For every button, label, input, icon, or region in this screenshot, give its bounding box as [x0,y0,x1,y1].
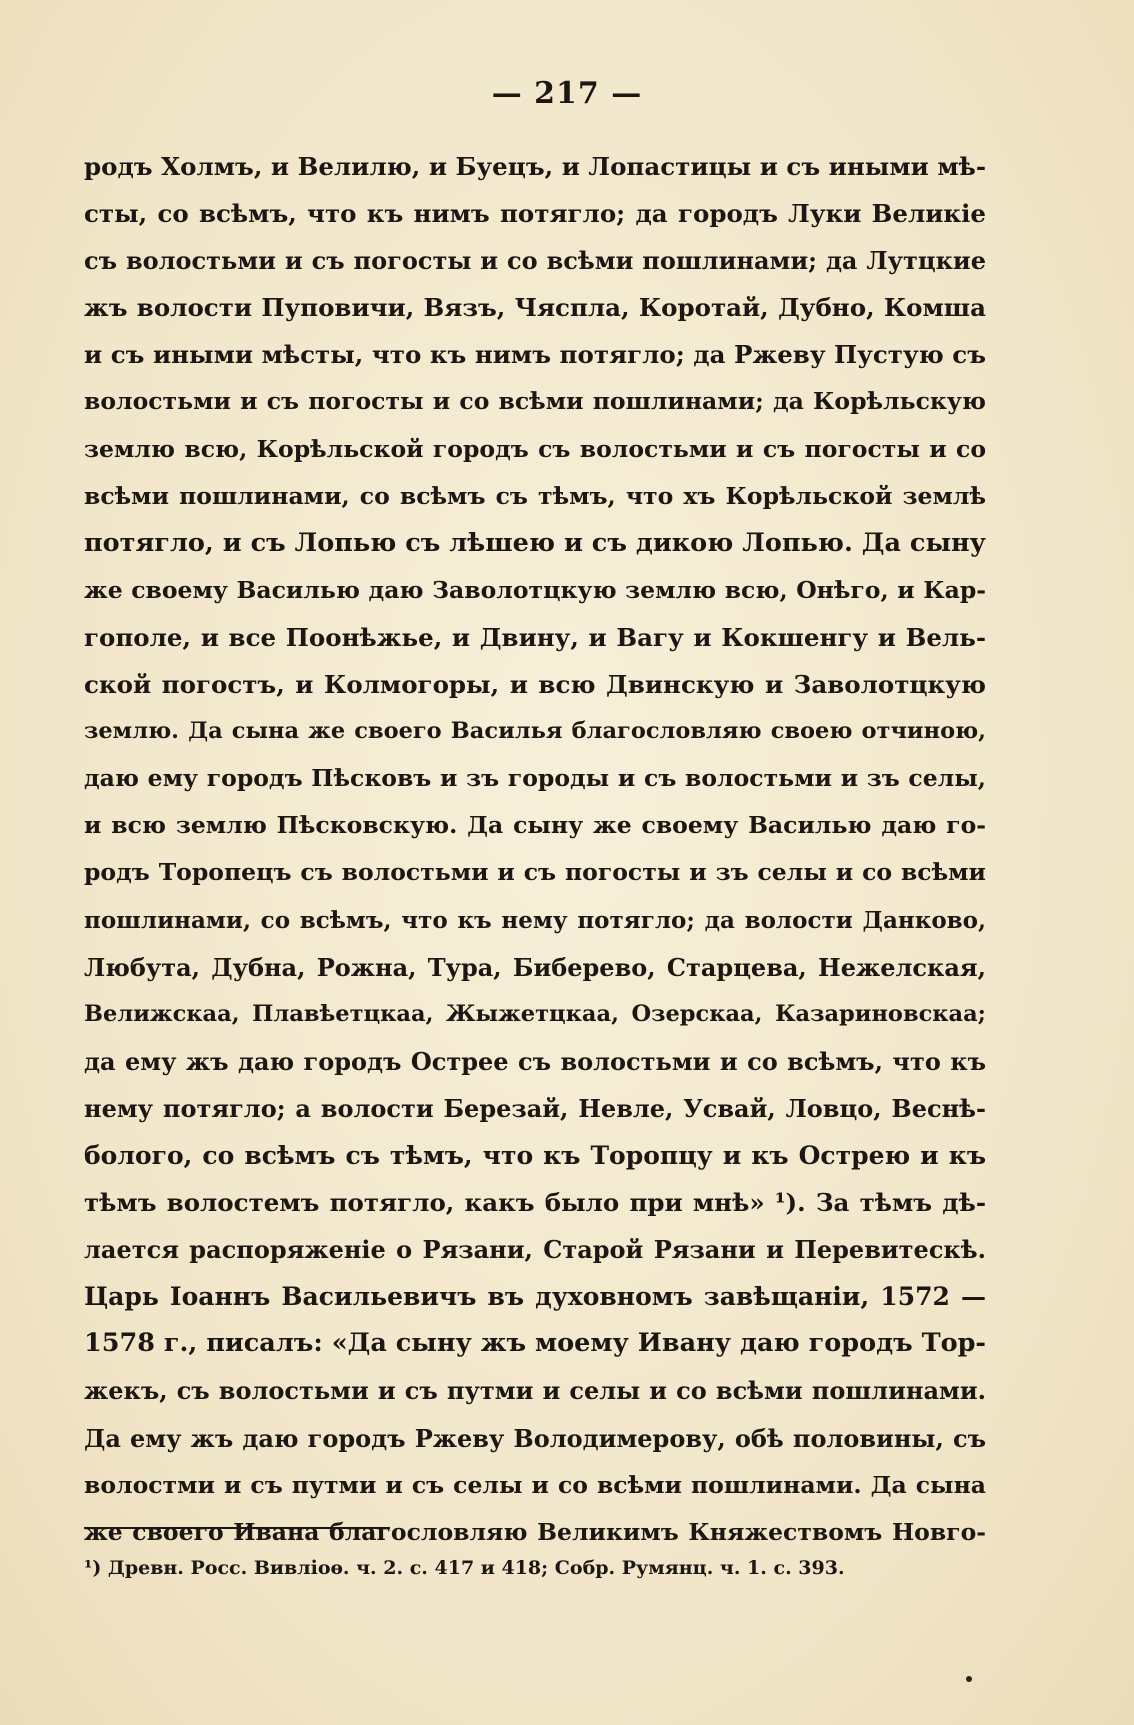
footnote-divider [84,1527,390,1529]
text-line: волостми и съ путми и съ селы и со всѣми пошлинами. Да сына [84,1470,986,1499]
text-line: Любута, Дубна, Рожна, Тура, Биберево, Старцева, Нежелская, [84,952,986,982]
text-line: сты, со всѣмъ, что къ нимъ потягло; да городъ Луки Великіе [84,199,986,229]
text-line: нему потягло; а волости Березай, Невле, Усвай, Ловцо, Веснѣ- [84,1093,986,1123]
text-line: землю. Да сына же своего Василья благословляю своею отчиною, [84,718,986,745]
text-line: гополе, и все Поонѣжье, и Двину, и Вагу и Кокшенгу и Вель- [84,622,986,652]
text-line: 1578 г., писалъ: «Да сыну жъ моему Ивану даю городъ Тор- [84,1328,986,1359]
text-line: землю всю, Корѣльской городъ съ волостьми и съ погосты и со [84,434,986,463]
text-line: родъ Торопецъ съ волостьми и съ погосты и зъ селы и со всѣми [84,858,986,887]
page-number: — 217 — [491,76,643,111]
text-line: пошлинами, со всѣмъ, что къ нему потягло; да волости Данково, [84,906,986,934]
footnote: ¹) Древн. Росс. Вивліоѳ. ч. 2. с. 417 и 418; Собр. Румянц. ч. 1. с. 393. [84,1557,845,1579]
text-line: волостьми и съ погосты и со всѣми пошлинами; да Корѣльскую [84,387,986,416]
text-line: же своему Василью даю Заволотцкую землю всю, Онѣго, и Кар- [84,575,986,604]
main-text [84,143,986,1556]
text-line: жъ волости Пуповичи, Вязъ, Чяспла, Коротай, Дубно, Комша [84,293,986,323]
text-line: и всю землю Пѣсковскую. Да сыну же своему Василью даю го- [84,811,986,840]
text-line: лается распоряженіе о Рязани, Старой Рязани и Перевитескѣ. [84,1235,986,1265]
text-line: Велижскаа, Плавѣетцкаа, Жыжетцкаа, Озерскаа, Казариновскаа; [84,1000,986,1027]
text-line: да ему жъ даю городъ Острее съ волостьми и со всѣмъ, что къ [84,1046,986,1076]
text-line: ской погостъ, и Колмогоры, и всю Двинскую и Заволотцкую [84,670,986,700]
text-line: тѣмъ волостемъ потягло, какъ было при мнѣ» ¹). За тѣмъ дѣ- [84,1188,986,1218]
text-line: съ волостьми и съ погосты и со всѣми пошлинами; да Лутцкие [84,246,986,276]
text-line: жекъ, съ волостьми и съ путми и селы и со всѣми пошлинами. [84,1376,986,1406]
text-line: даю ему городъ Пѣсковъ и зъ городы и съ волостьми и зъ селы, [84,764,986,793]
text-line: родъ Холмъ, и Велилю, и Буецъ, и Лопастицы и съ иными мѣ- [84,152,986,181]
text-line: же своего Ивана благословляю Великимъ Княжествомъ Новго- [84,1517,986,1546]
text-line: Царь Іоаннъ Васильевичъ въ духовномъ завѣщаніи, 1572 — [84,1282,986,1312]
text-line: бологo, со всѣмъ съ тѣмъ, что къ Торопцу и къ Острею и къ [84,1140,986,1170]
text-line: и съ иными мѣсты, что къ нимъ потягло; да Ржеву Пустую съ [84,340,986,370]
ink-speck [966,1676,972,1682]
text-line: потягло, и съ Лопью съ лѣшею и съ дикою Лопью. Да сыну [84,527,986,558]
text-line: Да ему жъ даю городъ Ржеву Володимерову, обѣ половины, съ [84,1423,986,1453]
text-line: всѣми пошлинами, со всѣмъ съ тѣмъ, что хъ Корѣльской землѣ [84,481,986,510]
